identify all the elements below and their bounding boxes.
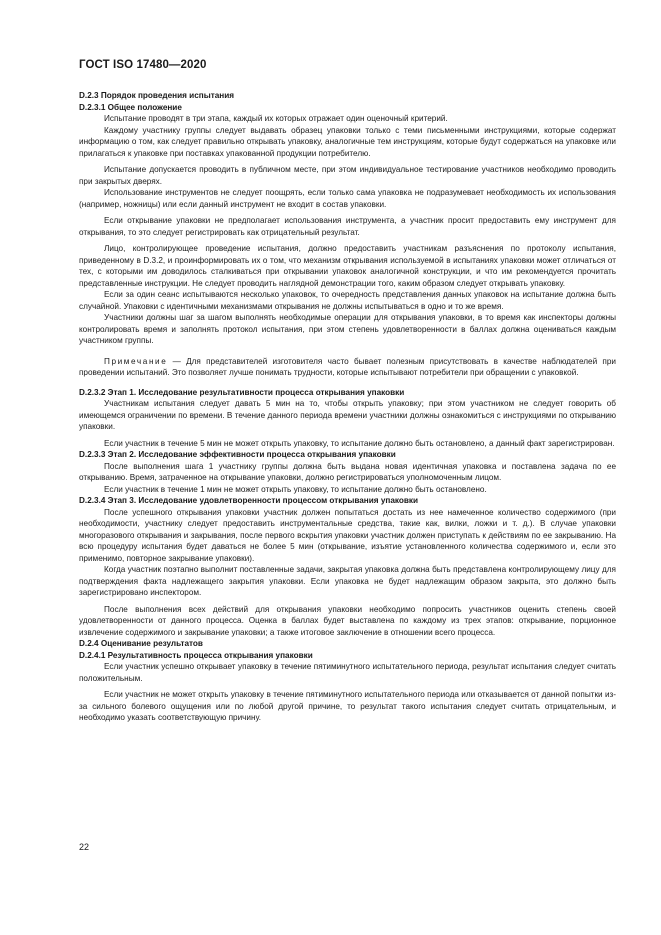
note bbox=[79, 356, 616, 379]
subsection-heading: D.2.3.4 Этап 3. Исследование удовлетворенности процессом открывания упаковки bbox=[79, 496, 419, 505]
paragraph: Испытание допускается проводить в публичном месте, при этом индивидуальное тестирование участников необходимо проводить при закрытых дверях. bbox=[79, 165, 616, 186]
paragraph: После успешного открывания упаковки участник должен попытаться достать из нее намеченное количество содержимого (при необходимости, участнику следует предоставить инструментальные средства, такие как, вилки, ложки и т. д.). В случае упаковки многоразового открывания и закрывания, после первого вскрытия упаковки участник должен приступать к действиям по ее закрыванию. На всю процедуру испытания будет даваться не более 5 мин (открывание, изъятие установленного количества содержимого и, если это применимо, повторное закрывание упаковки). bbox=[79, 507, 616, 563]
paragraph: Если за один сеанс испытываются несколько упаковок, то очередность представления данных упаковок на испытание должна быть случайной. Упаковки с идентичными механизмами открывания не должны испытываться в одно и то же время. bbox=[79, 290, 616, 311]
paragraph: Участники должны шаг за шагом выполнять необходимые операции для открывания упаковки, в то время как инспекторы должны контролировать время и заполнять протокол испытания, при этом степень удовлетворенности в баллах должна оцениваться каждым участником группы. bbox=[79, 313, 616, 345]
section-heading: D.2.3 Порядок проведения испытания bbox=[79, 91, 235, 100]
subsection-heading: D.2.3.1 Общее положение bbox=[79, 102, 182, 112]
paragraph: Если участник в течение 1 мин не может открыть упаковку, то испытание должно быть остановлено. bbox=[104, 484, 487, 494]
paragraph: После выполнения всех действий для открывания упаковки необходимо попросить участников оценить степень своей удовлетворенности от данного процесса. Оценка в баллах будет выставлена по каждому из трех этапов: открывание, порционное извлечение содержимого и закрывание упаковки; а также итоговое заключение в отношении всего процесса. bbox=[79, 604, 616, 637]
paragraph: Каждому участнику группы следует выдавать образец упаковки только с теми письменными инструкциями, которые содержат информацию о том, как следует правильно открывать упаковку, аналогичные тем инструкциям, которые будут содержаться на упаковке или прилагаться к упаковке при поставках упакованной продукции потребителю. bbox=[79, 125, 616, 158]
page-number: 22 bbox=[79, 842, 90, 852]
paragraph: Испытание проводят в три этапа, каждый их которых отражает один оценочный критерий. bbox=[104, 114, 448, 123]
paragraph: Если открывание упаковки не предполагает использования инструмента, а участник просит предоставить ему инструмент для открывания, то это следует регистрировать как отрицательный результат. bbox=[79, 216, 616, 237]
subsection-heading: D.2.3.2 Этап 1. Исследование результативности процесса открывания упаковки bbox=[79, 387, 405, 397]
subsection-heading: D.2.4.1 Результативность процесса открывания упаковки bbox=[79, 650, 313, 660]
paragraph: Когда участник поэтапно выполнит поставленные задачи, закрытая упаковка должна быть представлена контролирующему лицу для подтверждения факта надлежащего закрытия упаковки. Если упаковка не будет надлежащим образом закрыта, это должно быть зарегистрировано инспектором. bbox=[79, 565, 616, 597]
note-text: — Для представителей изготовителя часто бывает полезным присутствовать в качестве наблюдателей при проведении испытаний. Это позволяет лучше понимать трудности, которые испытывают потребители при обращении с упаковкой. bbox=[79, 356, 616, 377]
document-header: ГОСТ ISO 17480—2020 bbox=[79, 59, 207, 71]
paragraph: Если участник в течение 5 мин не может открыть упаковку, то испытание должно быть остановлено, а данный факт зарегистрирован. bbox=[104, 438, 615, 448]
section-heading: D.2.4 Оценивание результатов bbox=[79, 639, 203, 648]
subsection-heading: D.2.3.3 Этап 2. Исследование эффективности процесса открывания упаковки bbox=[79, 450, 396, 459]
paragraph: После выполнения шага 1 участнику группы должна быть выдана новая идентичная упаковка и поставлена задача по ее открыванию. Время, затраченное на открывание упаковки, должно регистрироваться уполномоченным лицом. bbox=[79, 461, 616, 482]
document-body bbox=[79, 90, 616, 724]
paragraph: Участникам испытания следует давать 5 мин на то, чтобы открыть упаковку; при этом участником не следует говорить об имеющемся ограничении по времени. В течение данного периода времени участники должны ознакомиться с инструкциями по открыванию упаковки. bbox=[79, 399, 616, 431]
paragraph: Использование инструментов не следует поощрять, если только сама упаковка не подразумевает необходимость их использования (например, ножницы) или если данный инструмент не входит в состав упаковки. bbox=[79, 188, 616, 209]
paragraph: Если участник успешно открывает упаковку в течение пятиминутного испытательного периода, результат испытания следует считать положительным. bbox=[79, 662, 616, 683]
note-label: Примечание bbox=[104, 356, 168, 366]
paragraph: Если участник не может открыть упаковку в течение пятиминутного испытательного периода или отказывается от данной попытки из-за сильного болевого ощущения или по любой другой причине, то результат такого испытания следует считать отрицательным, и необходимо указать соответствующую причину. bbox=[79, 690, 616, 722]
paragraph: Лицо, контролирующее проведение испытания, должно предоставить участникам разъяснения по протоколу испытания, приведенному в D.3.2, и проинформировать их о том, что механизм открывания используемой в испытаниях упаковки может отличаться от тех, с которыми им доводилось сталкиваться при открывании упаковок аналогичной конструкции, и что им рекомендуется прочитать представленные инструкции. Не следует проводить наглядной демонстрации того, каким образом следует открывать упаковку. bbox=[79, 244, 616, 288]
